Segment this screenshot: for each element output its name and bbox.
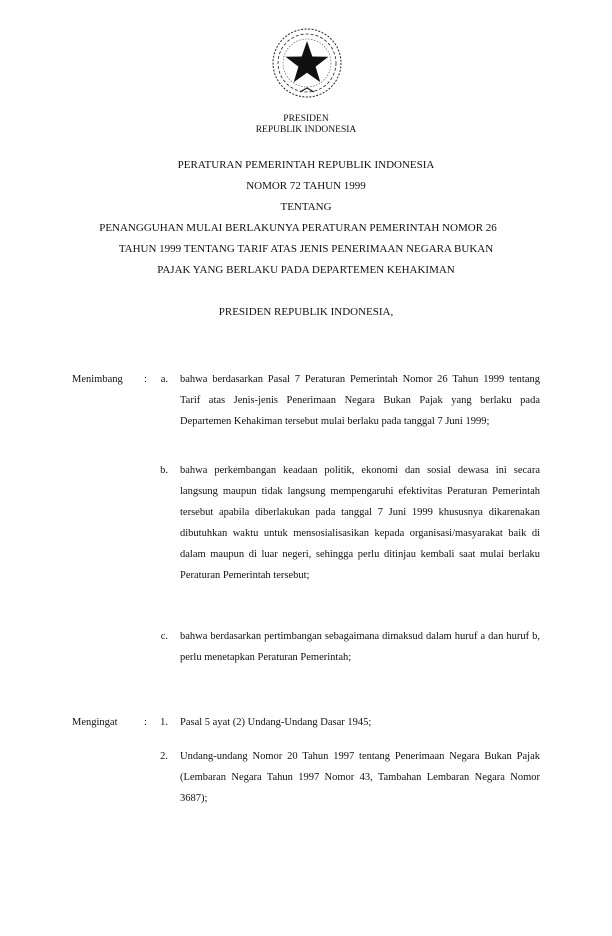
title-line-1: PERATURAN PEMERINTAH REPUBLIK INDONESIA: [177, 159, 435, 171]
menimbang-item-c: bahwa berdasarkan pertimbangan sebagaimana dimaksud dalam huruf a dan huruf b, perlu menetapkan Peraturan Pemerintah;: [180, 631, 540, 663]
menimbang-item-b: bahwa perkembangan keadaan politik, ekonomi dan sosial dewasa ini secara langsung maupun tidak langsung mempengaruhi efektivitas Peraturan Pemerintah tersebut apabila diberlakukan pada tanggal 7 Juni 1999 khususnya dikarenakan dibutuhkan waktu untuk mensosialisasikan kepada organisasi/masyarakat baik di dalam maupun di luar negeri, sehingga perlu ditinjau kembali saat mulai berlaku Peraturan Pemerintah tersebut;: [180, 465, 540, 581]
mengingat-item-1: Pasal 5 ayat (2) Undang-Undang Dasar 1945;: [180, 717, 372, 728]
header-line-presiden: PRESIDEN: [283, 114, 329, 124]
header-line-republik: REPUBLIK INDONESIA: [255, 125, 357, 135]
regulation-title: [0, 155, 612, 281]
menimbang-colon: :: [144, 374, 147, 385]
issuer-line: PRESIDEN REPUBLIK INDONESIA,: [218, 306, 394, 318]
item-marker: 1.: [160, 717, 168, 728]
item-marker: 2.: [160, 751, 168, 762]
menimbang-label: Menimbang: [72, 374, 123, 385]
title-line-4: PENANGGUHAN MULAI BERLAKUNYA PERATURAN PEMERINTAH NOMOR 26: [99, 222, 497, 234]
mengingat-item-2: Undang-undang Nomor 20 Tahun 1997 tentang Penerimaan Negara Bukan Pajak (Lembaran Negara Tahun 1997 Nomor 43, Tambahan Lembaran Negara Nomor 3687);: [180, 751, 540, 804]
presidential-emblem-icon: [270, 26, 344, 100]
title-line-2: NOMOR 72 TAHUN 1999: [246, 180, 366, 192]
item-marker: a.: [160, 374, 168, 385]
item-marker: c.: [160, 631, 168, 642]
title-line-6: PAJAK YANG BERLAKU PADA DEPARTEMEN KEHAKIMAN: [157, 264, 455, 276]
title-line-5: TAHUN 1999 TENTANG TARIF ATAS JENIS PENERIMAAN NEGARA BUKAN: [118, 243, 494, 255]
item-marker: b.: [160, 465, 168, 476]
mengingat-colon: :: [144, 717, 147, 728]
menimbang-item-a: bahwa berdasarkan Pasal 7 Peraturan Pemerintah Nomor 26 Tahun 1999 tentang Tarif atas Jenis-jenis Penerimaan Negara Bukan Pajak yang berlaku pada Departemen Kehakiman tersebut mulai berlaku pada tanggal 7 Juni 1999;: [180, 374, 540, 427]
title-line-3: TENTANG: [280, 201, 332, 213]
mengingat-label: Mengingat: [72, 717, 118, 728]
